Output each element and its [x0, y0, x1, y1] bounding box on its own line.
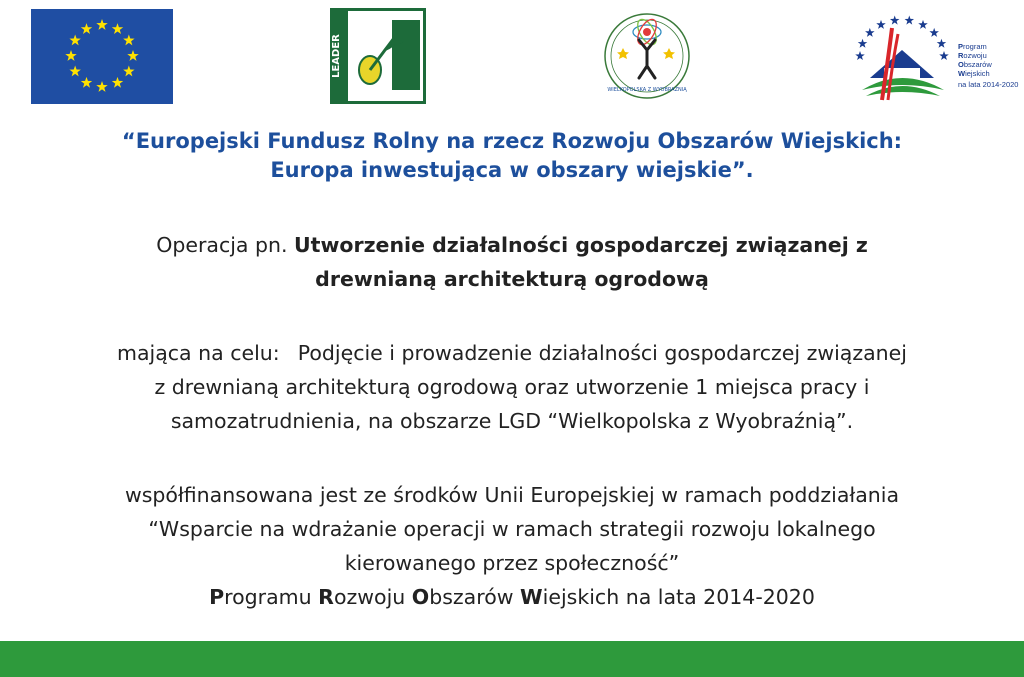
- goal-line3: samozatrudnienia, na obszarze LGD “Wielkopolska z Wyobraźnią”.: [170, 409, 854, 433]
- prow-years: na lata 2014-2020: [958, 80, 1019, 89]
- operation-title-line2: drewnianą architekturą ogrodową: [315, 267, 709, 291]
- operation-goal: [20, 336, 1004, 438]
- cofin-line2: “Wsparcie na wdrażanie operacji w ramach strategii rozwoju lokalnego: [148, 517, 876, 541]
- leader-text: LEADER: [331, 34, 342, 78]
- footer-bar: [0, 641, 1024, 677]
- prow-star-icon: [865, 28, 875, 37]
- prow-star-icon: [855, 51, 865, 60]
- lgd-ring-text: WIELKOPOLSKA Z WYOBRAŹNIĄ: [607, 87, 687, 93]
- program-name: Programu Rozwoju Obszarów Wiejskich na lata 2014-2020: [209, 585, 815, 609]
- cofin-line3: kierowanego przez społeczność”: [344, 551, 680, 575]
- leader-logo-icon: [330, 8, 426, 104]
- prow-star-icon: [929, 28, 939, 37]
- prow-star-icon: [918, 20, 928, 29]
- prow-star-icon: [858, 39, 868, 48]
- logo-row: [0, 0, 1024, 120]
- goal-prefix: mająca na celu:: [117, 341, 280, 365]
- prow-star-icon: [937, 39, 947, 48]
- operation-name: [20, 228, 1004, 296]
- cofin-line1: współfinansowana jest ze środków Unii Europejskiej w ramach poddziałania: [124, 483, 900, 507]
- prow-star-icon: [890, 16, 900, 25]
- prow-star-icon: [876, 20, 886, 29]
- fund-title-line1: “Europejski Fundusz Rolny na rzecz Rozwoju Obszarów Wiejskich:: [121, 129, 903, 153]
- goal-line2: z drewnianą architekturą ogrodową oraz utworzenie 1 miejsca pracy i: [154, 375, 870, 399]
- prow-text: Program Rozwoju Obszarów Wiejskich na lata 2014-2020: [958, 42, 1024, 89]
- prow-star-icon: [905, 16, 915, 25]
- lgd-logo-icon: [603, 12, 691, 100]
- fund-title-line2: Europa inwestująca w obszary wiejskie”.: [270, 158, 754, 182]
- prow-logo-icon: [848, 10, 1019, 105]
- eu-flag-icon: [31, 9, 173, 104]
- goal-line1: Podjęcie i prowadzenie działalności gospodarczej związanej: [297, 341, 907, 365]
- operation-prefix: Operacja pn.: [156, 233, 295, 257]
- fund-title: [0, 127, 1024, 185]
- cofinancing-statement: [20, 478, 1004, 614]
- operation-title-line1: Utworzenie działalności gospodarczej związanej z: [294, 233, 868, 257]
- prow-star-icon: [939, 51, 949, 60]
